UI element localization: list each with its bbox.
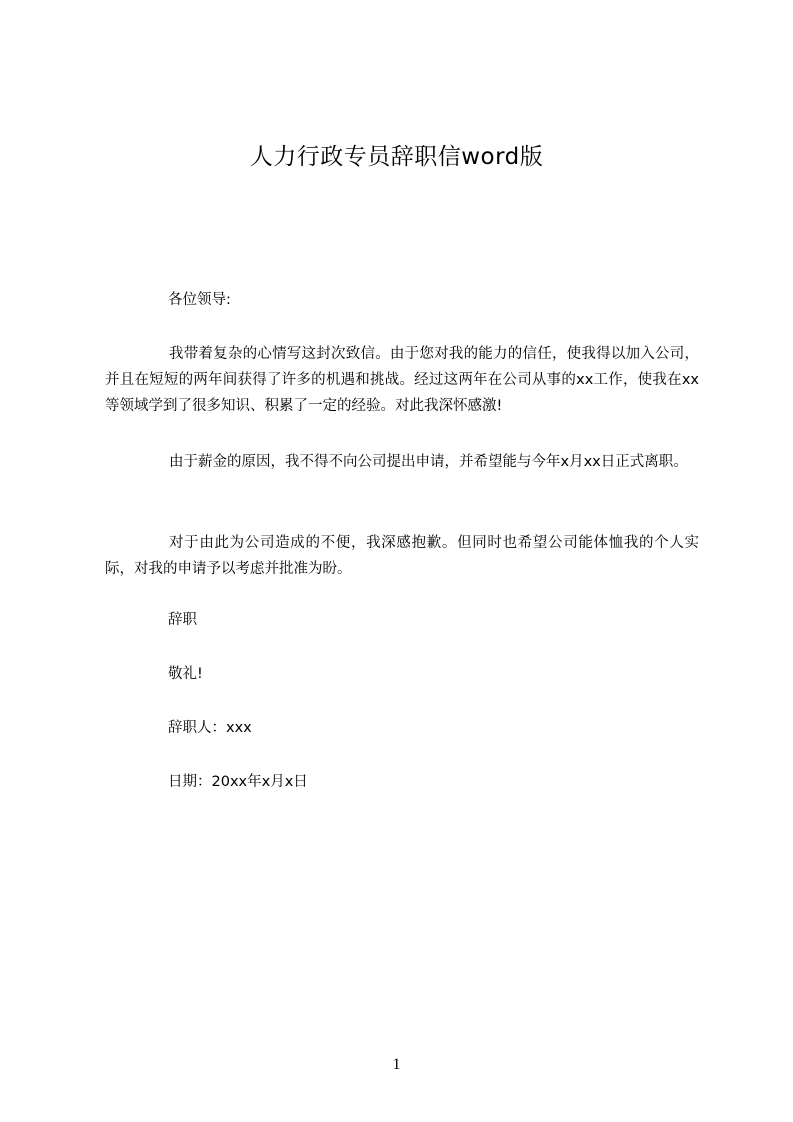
body-paragraph-3: 对于由此为公司造成的不便，我深感抱歉。但同时也希望公司能体恤我的个人实际，对我的申请予以考虑并批准为盼。 <box>105 535 699 577</box>
body-paragraph-1: 我带着复杂的心情写这封次致信。由于您对我的能力的信任，使我得以加入公司，并且在短短的两年间获得了许多的机遇和挑战。经过这两年在公司从事的xx工作，使我在xx等领域学到了很多知识、积累了一定的经验。对此我深怀感激! <box>105 346 699 414</box>
closing-salute: 敬礼! <box>168 666 203 682</box>
date-line: 日期：20xx年x月x日 <box>168 774 308 790</box>
closing-resign: 辞职 <box>168 612 197 628</box>
page-number: 1 <box>392 1056 401 1073</box>
signer-line: 辞职人：xxx <box>168 720 252 736</box>
body-paragraph-2: 由于薪金的原因，我不得不向公司提出申请，并希望能与今年x月xx日正式离职。 <box>169 454 688 470</box>
document-title: 人力行政专员辞职信word版 <box>249 144 544 170</box>
salutation: 各位领导: <box>168 292 231 308</box>
